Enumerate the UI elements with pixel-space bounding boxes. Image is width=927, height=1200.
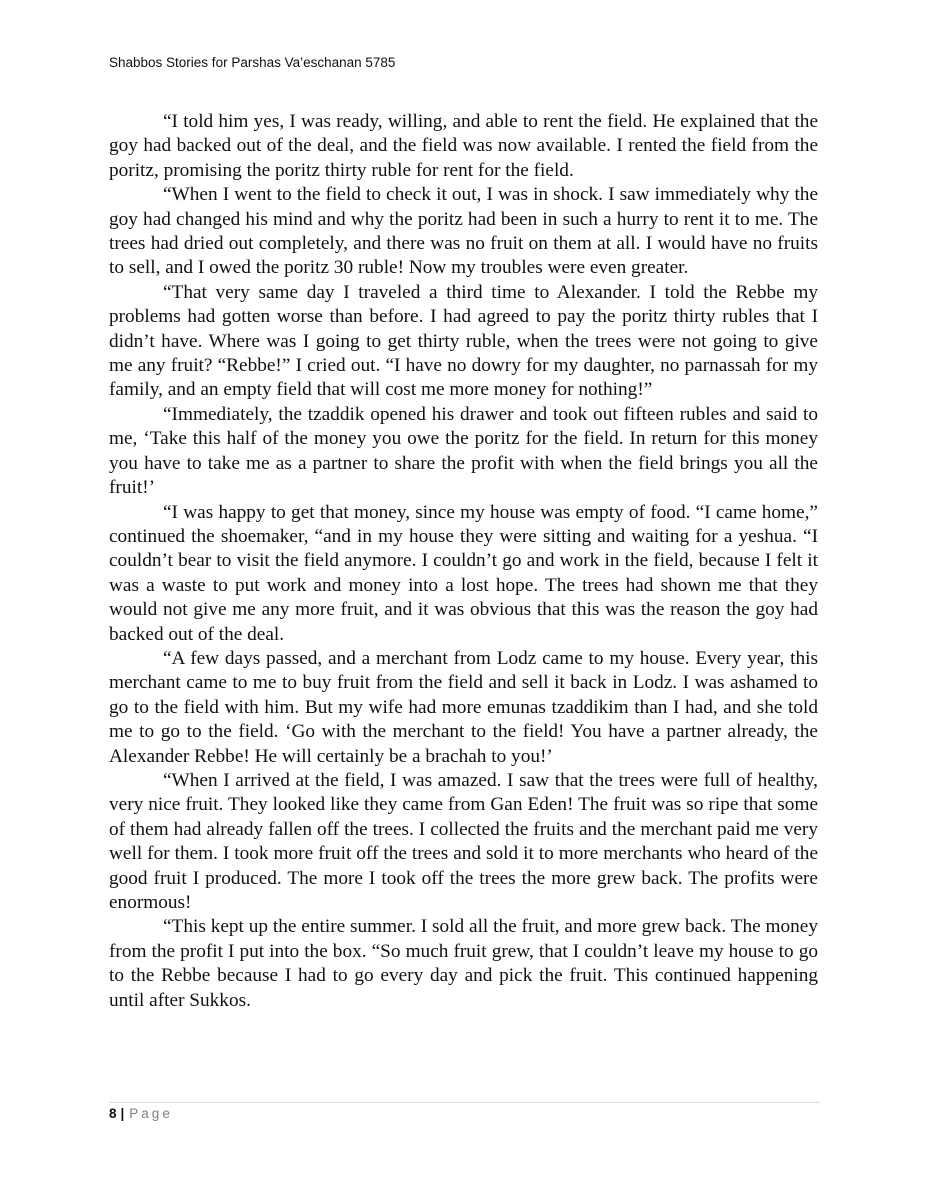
paragraph: “That very same day I traveled a third time to Alexander. I told the Rebbe my problems had gotten worse than before. I had agreed to pay the poritz thirty rubles that I didn’t have. Where was I going to get thirty ruble, when the trees were not going to give me any fruit? “Rebbe!” I cried out. “I have no dowry for my daughter, no parnassah for my family, and an empty field that will cost me more money for nothing!” (109, 281, 818, 401)
paragraph: “I was happy to get that money, since my house was empty of food. “I came home,” continued the shoemaker, “and in my house they were sitting and waiting for a yeshua. “I couldn’t bear to visit the field anymore. I couldn’t go and work in the field, because I felt it was a waste to put work and money into a lost hope. The trees had shown me that they would not give me any more fruit, and it was obvious that this was the reason the goy had backed out of the deal. (109, 501, 818, 645)
paragraph: “When I went to the field to check it out, I was in shock. I saw immediately why the goy had changed his mind and why the poritz had been in such a hurry to rent it to me. The trees had dried out completely, and there was no fruit on them at all. I would have no fruits to sell, and I owed the poritz 30 ruble! Now my troubles were even greater. (109, 184, 818, 279)
page-label: Page (129, 1106, 173, 1121)
story-body (109, 110, 818, 1013)
footer-divider (109, 1102, 820, 1103)
paragraph: “This kept up the entire summer. I sold all the fruit, and more grew back. The money from the profit I put into the box. “So much fruit grew, that I couldn’t leave my house to go to the Rebbe because I had to go every day and pick the fruit. This continued happening until after Sukkos. (109, 916, 818, 1011)
page-header: Shabbos Stories for Parshas Va’eschanan 5785 (109, 55, 396, 70)
paragraph: “Immediately, the tzaddik opened his drawer and took out fifteen rubles and said to me, ‘Take this half of the money you owe the poritz for the field. In return for this money you have to take me as a partner to share the profit with when the field brings you all the fruit!’ (109, 403, 818, 499)
paragraph: “I told him yes, I was ready, willing, and able to rent the field. He explained that the goy had backed out of the deal, and the field was now available. I rented the field from the poritz, promising the poritz thirty ruble for rent for the field. (109, 111, 818, 181)
footer-separator: | (120, 1106, 125, 1121)
page-number: 8 (109, 1106, 117, 1121)
paragraph: “A few days passed, and a merchant from Lodz came to my house. Every year, this merchant came to me to buy fruit from the field and sell it back in Lodz. I was ashamed to go to the field with him. But my wife had more emunas tzaddikim than I had, and she told me to go to the field. ‘Go with the merchant to the field! You have a partner already, the Alexander Rebbe! He will certainly be a brachah to you!’ (109, 647, 818, 767)
paragraph: “When I arrived at the field, I was amazed. I saw that the trees were full of healthy, very nice fruit. They looked like they came from Gan Eden! The fruit was so ripe that some of them had already fallen off the trees. I collected the fruits and the merchant paid me very well for them. I took more fruit off the trees and sold it to more merchants who heard of the good fruit I produced. The more I took off the trees the more grew back. The profits were enormous! (109, 769, 818, 913)
page-footer (109, 1106, 173, 1121)
